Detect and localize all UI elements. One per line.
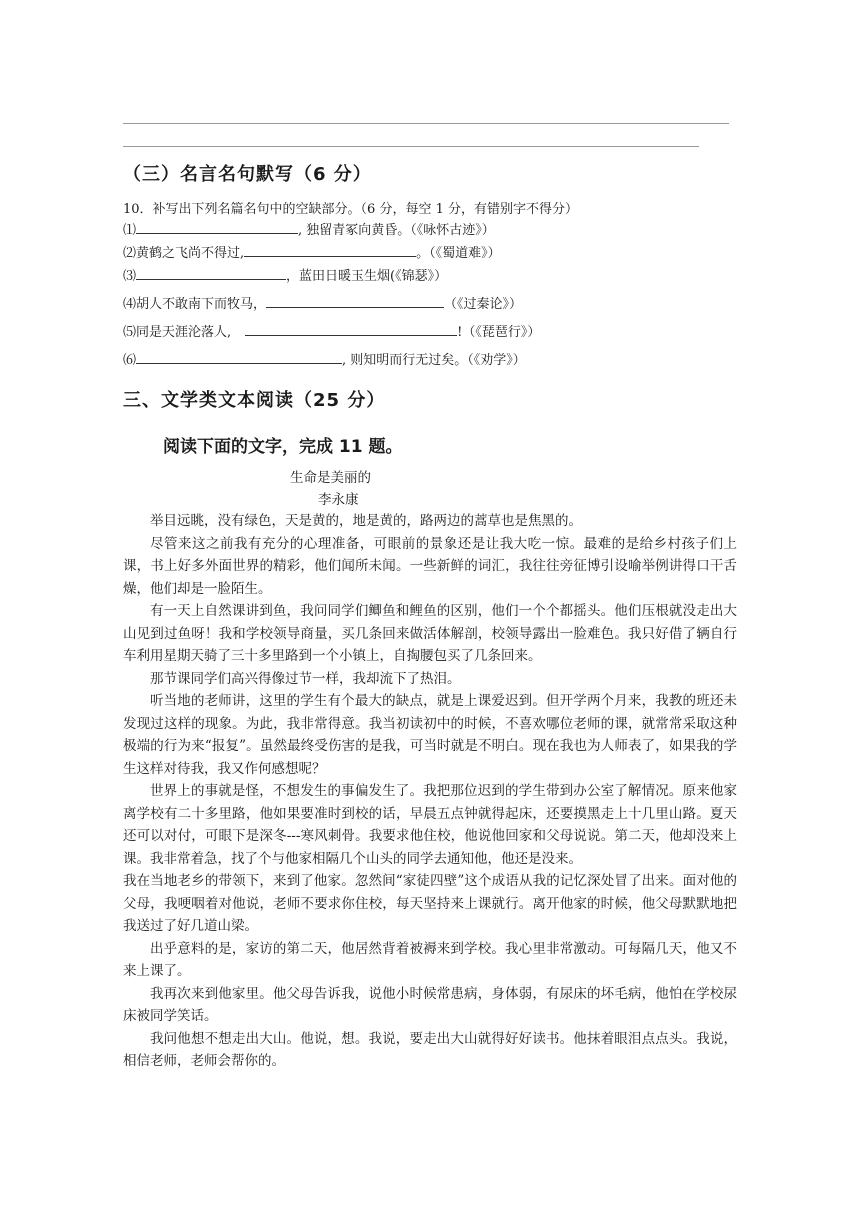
blank-item-6 [123, 349, 526, 368]
reading-instruction: 阅读下面的文字，完成 11 题。 [163, 437, 403, 457]
answer-blank[interactable] [136, 265, 286, 280]
item-text: 胡人不敢南下而牧马， [136, 297, 267, 312]
item-number: ⑶ [123, 269, 137, 284]
passage-paragraph: 我再次来到他家里。他父母告诉我，说他小时候常患病，身体弱，有尿床的坏毛病，他怕在学校尿床被同学笑话。 [123, 985, 737, 1024]
passage-title: 生命是美丽的 [290, 470, 371, 486]
item-text: !（《琵琶行》） [457, 325, 541, 340]
passage-paragraph: 世界上的事就是怪，不想发生的事偏发生了。我把那位迟到的学生带到办公室了解情况。原来他家离学校有二十多里路，他如果要准时到校的话，早晨五点钟就得起床，还要摸黑走上十几里山路。夏天还可以对付，可眼下是深冬---寒风刺骨。我要求他住校，他说他回家和父母说说。第二天，他却没来上课。我非常着急，找了个与他家相隔几个山头的同学去通知他，他还是没来。 [123, 783, 737, 867]
answer-blank[interactable] [244, 242, 416, 257]
item-number: ⑸ [123, 325, 137, 340]
answer-blank[interactable] [136, 349, 342, 364]
question-10: 10．补写出下列名篇名句中的空缺部分。（6 分，每空 1 分，有错别字不得分） [123, 202, 578, 217]
item-text: , 则知明而行无过矣。（《劝学》） [342, 353, 526, 368]
passage-paragraph: 举目远眺，没有绿色，天是黄的，地是黄的，路两边的蒿草也是焦黑的。 [150, 513, 582, 529]
passage-paragraph: 出乎意料的是，家访的第二天，他居然背着被褥来到学校。我心里非常激动。可每隔几天，他又不来上课了。 [123, 940, 737, 979]
section-heading-quotes: （三）名言名句默写（6 分） [123, 164, 372, 185]
item-number: ⑹ [123, 353, 137, 368]
blank-item-2 [123, 242, 501, 261]
passage-paragraph: 尽管来这之前我有充分的心理准备，可眼前的景象还是让我大吃一惊。最难的是给乡村孩子们上课，书上好多外面世界的精彩，他们闻所未闻。一些新鲜的词汇，我往往旁征博引设喻举例讲得口干舌燥，他们却是一脸陌生。 [123, 535, 737, 597]
passage-paragraph: 有一天上自然课讲到鱼，我问同学们鲫鱼和鲤鱼的区别，他们一个个都摇头。他们压根就没走出大山见到过鱼呀！我和学校领导商量，买几条回来做活体解剖，校领导露出一脸难色。我只好借了辆自行车利用星期天骑了三十多里路到一个小镇上，自掏腰包买了几条回来。 [123, 603, 737, 664]
item-text: 。（《蜀道难》） [416, 246, 501, 261]
item-text: 同是天涯沦落人, [136, 325, 232, 340]
answer-line-2 [123, 146, 699, 147]
passage-body [123, 510, 737, 1073]
item-text: 黄鹤之飞尚不得过, [136, 246, 245, 261]
blank-item-4 [123, 293, 522, 312]
passage-paragraph: 那节课同学们高兴得像过节一样，我却流下了热泪。 [150, 670, 461, 687]
passage-paragraph: 听当地的老师讲，这里的学生有个最大的缺点，就是上课爱迟到。但开学两个月来，我教的班还未发现过这样的现象。为此，我非常得意。我当初读初中的时候，不喜欢哪位老师的课，就常常采取这种极端的行为来“报复”。虽然最终受伤害的是我，可当时就是不明白。现在我也为人师表了，如果我的学生这样对待我，我又作何感想呢？ [123, 693, 737, 777]
answer-blank[interactable] [136, 219, 298, 234]
item-number: ⑵ [123, 246, 137, 261]
blank-item-1 [123, 219, 495, 238]
item-number: ⑴ [123, 223, 137, 238]
passage-paragraph: 我在当地老乡的带领下，来到了他家。忽然间“家徒四壁”这个成语从我的记忆深处冒了出来。面对他的父母，我哽咽着对他说，老师不要求你住校，每天坚持来上课就行。离开他家的时候，他父母默默地把我送过了好几道山梁。 [123, 873, 737, 934]
blank-item-3 [123, 265, 447, 284]
answer-blank[interactable] [266, 293, 444, 308]
passage-paragraph: 我问他想不想走出大山。他说，想。我说，要走出大山就得好好读书。他抹着眼泪点点头。我说，相信老师，老师会帮你的。 [123, 1030, 737, 1069]
passage-author: 李永康 [318, 492, 359, 508]
answer-line-1 [123, 123, 729, 124]
blank-item-5 [123, 321, 540, 340]
part-heading-literary-reading: 三、文学类文本阅读（25 分） [123, 390, 386, 411]
item-text: ，蓝田日暖玉生烟(《锦瑟》） [286, 269, 448, 284]
item-text: （《过秦论》） [444, 297, 523, 312]
answer-blank[interactable] [245, 321, 457, 336]
item-text: , 独留青冢向黄昏。（《咏怀古迹》） [298, 223, 495, 238]
item-number: ⑷ [123, 297, 137, 312]
